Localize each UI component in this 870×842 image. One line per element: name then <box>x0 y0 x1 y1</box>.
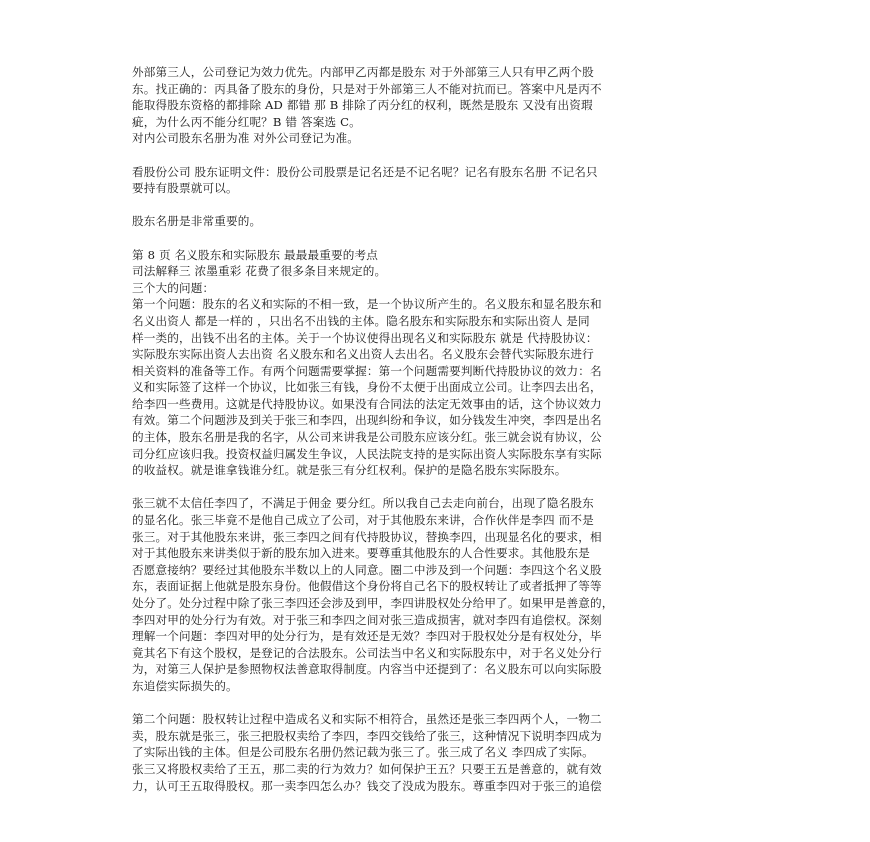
paragraph-1 <box>132 64 742 147</box>
text-line: 对于其他股东来讲类似于新的股东加入进来。要尊重其他股东的人合性要求。其他股东是 <box>132 546 591 561</box>
text-line: 张三。对于其他股东来讲，张三李四之间有代持股协议，替换李四，出现显名化的要求，相 <box>132 529 602 544</box>
text-line: 东。找正确的：丙具备了股东的身份，只是对于外部第三人不能对抗而已。答案中凡是丙不 <box>132 81 602 96</box>
text-line: 张三又将股权卖给了王五，那二卖的行为效力？如何保护王五？只要王五是善意的，就有效 <box>132 761 602 776</box>
text-line: 要持有股票就可以。 <box>132 181 238 196</box>
text-line: 三个大的问题： <box>132 280 215 295</box>
paragraph-6 <box>132 711 742 794</box>
text-line: 否愿意接纳？要经过其他股东半数以上的人同意。圈二中涉及到一个问题：李四这个名义股 <box>132 562 602 577</box>
text-line: 外部第三人，公司登记为效力优先。内部甲乙丙都是股东 对于外部第三人只有甲乙两个股 <box>132 65 594 79</box>
text-line: 对内公司股东名册为准 对外公司登记为准。 <box>132 131 359 146</box>
text-line: 实际股东实际出资人去出资 名义股东和名义出资人去出名。名义股东会替代实际股东进行 <box>132 347 594 362</box>
paragraph-gap <box>132 479 742 496</box>
text-line: 样一类的，出钱不出名的主体。关于一个协议使得出现名义和实际股东 就是 代持股协议： <box>132 330 598 345</box>
text-line: 疵，为什么丙不能分红呢？B 错 答案选 C。 <box>132 114 361 129</box>
text-line: 理解一个问题：李四对甲的处分行为，是有效还是无效？李四对于股权处分是有权处分，毕 <box>132 629 602 644</box>
text-line: 的收益权。就是谁拿钱谁分红。就是张三有分红权利。保护的是隐名股东实际股东。 <box>132 463 567 478</box>
text-line: 第二个问题：股权转让过程中造成名义和实际不相符合，虽然还是张三李四两个人，一物二 <box>132 712 602 727</box>
text-line: 竟其名下有这个股权，是登记的合法股东。公司法当中名义和实际股东中，对于名义处分行 <box>132 645 602 660</box>
paragraph-gap <box>132 695 742 712</box>
paragraph-4 <box>132 247 742 479</box>
text-line: 司法解释三 浓墨重彩 花费了很多条目来规定的。 <box>132 264 387 279</box>
paragraph-3 <box>132 213 742 230</box>
text-line: 看股份公司 股东证明文件：股份公司股票是记名还是不记名呢？记名有股东名册 不记名只 <box>132 164 598 179</box>
text-line: 名义出资人 都是一样的 ，只出名不出钱的主体。隐名股东和实际股东和实际出资人 是同 <box>132 313 590 328</box>
text-line: 股东名册是非常重要的。 <box>132 214 262 229</box>
text-line: 卖，股东就是张三，张三把股权卖给了李四，李四交钱给了张三，这种情况下说明李四成为 <box>132 728 602 743</box>
text-line: 东追偿实际损失的。 <box>132 678 238 693</box>
text-line: 相关资料的准备等工作。有两个问题需要掌握：第一个问题需要判断代持股协议的效力：名 <box>132 363 602 378</box>
text-line: 处分了。处分过程中除了张三李四还会涉及到甲，李四讲股权处分给甲了。如果甲是善意的， <box>132 596 614 610</box>
text-line: 力，认可王五取得股权。那一卖李四怎么办？钱交了没成为股东。尊重李四对于张三的追偿 <box>132 778 602 793</box>
section-heading: 第 8 页 名义股东和实际股东 最最最重要的考点 <box>132 247 379 262</box>
text-line: 的主体，股东名册是我的名字，从公司来讲我是公司股东应该分红。张三就会说有协议，公 <box>132 430 602 445</box>
paragraph-gap <box>132 147 742 164</box>
text-line: 司分红应该归我。投资权益归属发生争议，人民法院支持的是实际出资人实际股东享有实际 <box>132 446 602 461</box>
text-line: 为，对第三人保护是参照物权法善意取得制度。内容当中还提到了：名义股东可以向实际股 <box>132 662 602 677</box>
paragraph-5 <box>132 495 742 694</box>
document-page <box>132 64 742 794</box>
paragraph-gap <box>132 197 742 214</box>
text-line: 有效。第二个问题涉及到关于张三和李四，出现纠纷和争议，如分钱发生冲突，李四是出名 <box>132 413 602 428</box>
text-line: 李四对甲的处分行为有效。对于张三和李四之间对张三造成损害，就对李四有追偿权。深刻 <box>132 612 602 627</box>
text-line: 义和实际签了这样一个协议，比如张三有钱，身份不太便于出面成立公司。让李四去出名， <box>132 380 602 395</box>
paragraph-gap <box>132 230 742 247</box>
paragraph-2 <box>132 164 742 197</box>
text-line: 了实际出钱的主体。但是公司股东名册仍然记载为张三了。张三成了名义 李四成了实际。 <box>132 745 594 760</box>
text-line: 第一个问题：股东的名义和实际的不相一致，是一个协议所产生的。名义股东和显名股东和 <box>132 297 602 312</box>
text-line: 张三就不太信任李四了，不满足于佣金 要分红。所以我自己去走向前台，出现了隐名股东 <box>132 496 594 511</box>
text-line: 东，表面证据上他就是股东身份。他假借这个身份将自己名下的股权转让了或者抵押了等等 <box>132 579 602 594</box>
text-line: 给李四一些费用。这就是代持股协议。如果没有合同法的法定无效事由的话，这个协议效力 <box>132 396 602 411</box>
text-line: 的显名化。张三毕竟不是他自己成立了公司，对于其他股东来讲，合作伙伴是李四 而不是 <box>132 513 594 528</box>
text-line: 能取得股东资格的都排除 AD 都错 那 B 排除了丙分红的权利，既然是股东 又没有出资瑕 <box>132 98 593 113</box>
